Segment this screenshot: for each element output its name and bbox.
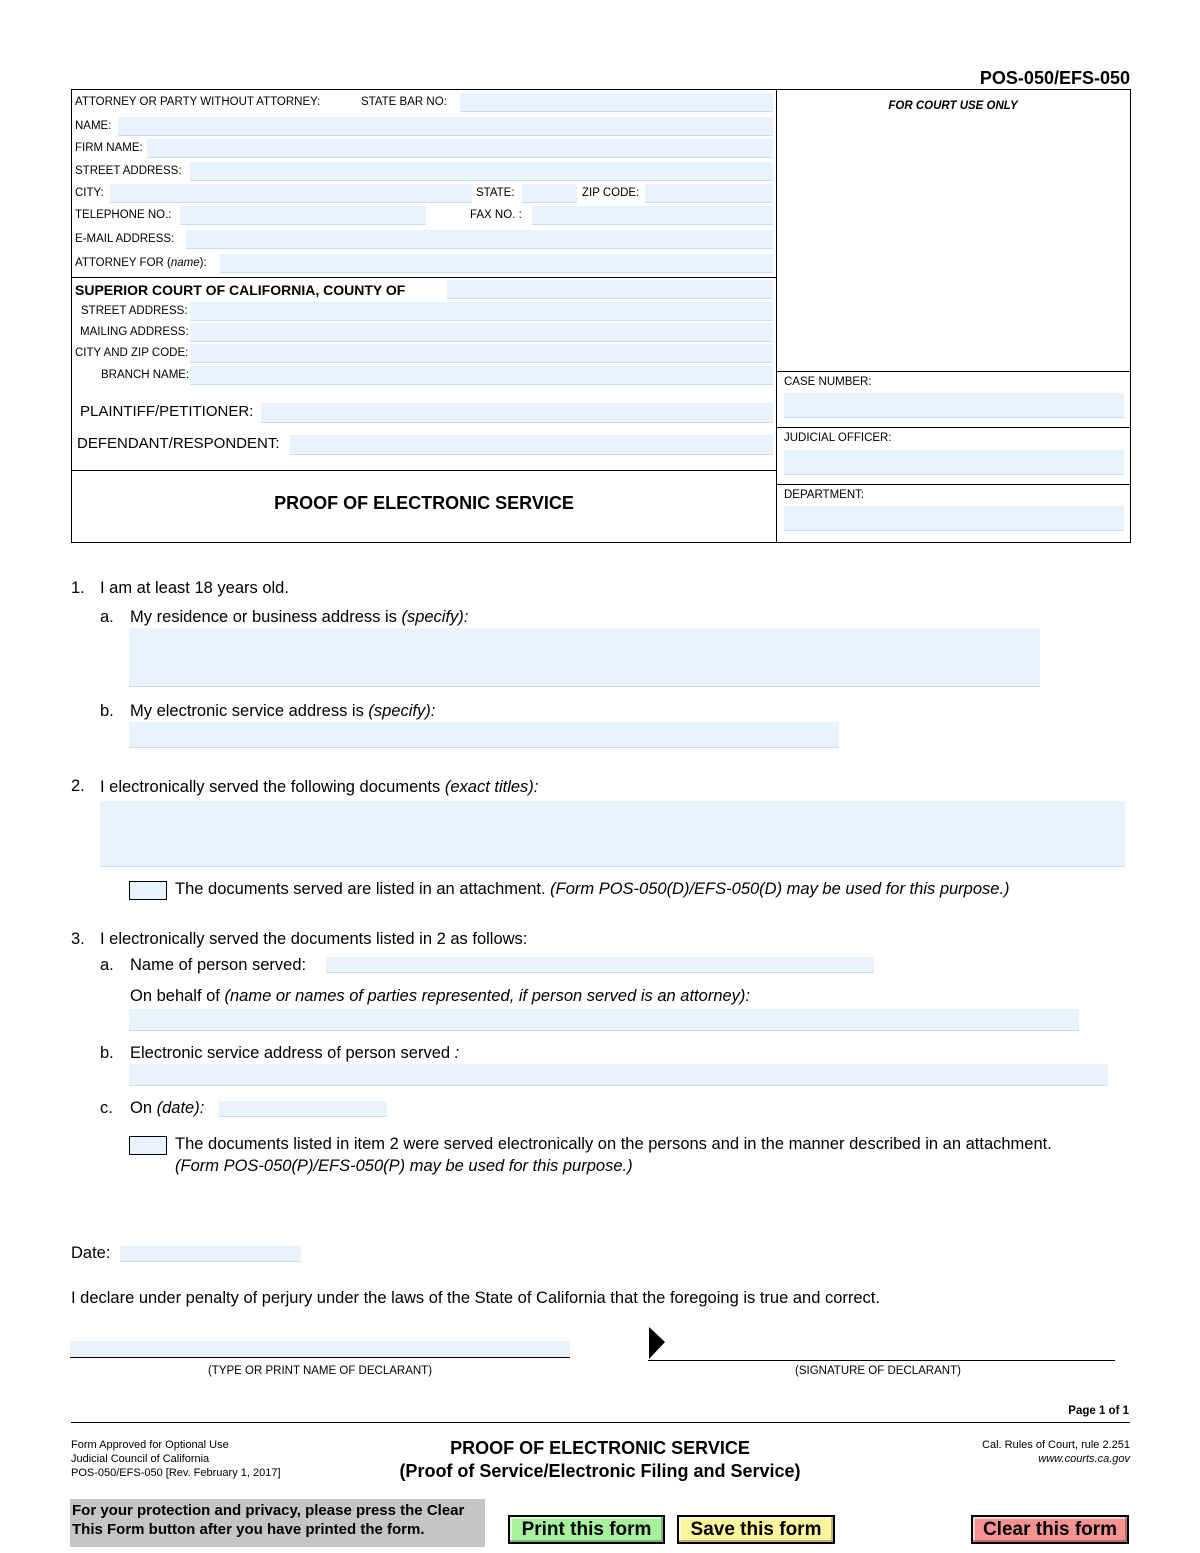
email-label: E-MAIL ADDRESS: [75, 233, 175, 245]
name-label: NAME: [75, 120, 112, 132]
served-attachment-checkbox[interactable] [129, 1136, 167, 1155]
electronic-address-field[interactable] [129, 722, 839, 748]
court-mailing-field[interactable] [190, 323, 773, 342]
court-street-field[interactable] [190, 302, 773, 321]
item1a-text: My residence or business address is (specify): [130, 608, 469, 626]
print-form-button[interactable]: Print this form [508, 1515, 665, 1544]
fax-label: FAX NO. : [470, 209, 522, 221]
court-heading: SUPERIOR COURT OF CALIFORNIA, COUNTY OF [75, 282, 406, 298]
plaintiff-label: PLAINTIFF/PETITIONER: [80, 403, 254, 420]
attachment-checkbox[interactable] [129, 881, 167, 900]
zip-label: ZIP CODE: [582, 187, 640, 199]
item1b-letter: b. [100, 702, 114, 720]
date-label: Date: [71, 1244, 111, 1262]
privacy-note: For your protection and privacy, please press the Clear This Form button after you have printed the form. [70, 1499, 485, 1547]
state-field[interactable] [522, 184, 577, 203]
item3a-text: Name of person served: [130, 956, 307, 974]
state-bar-field[interactable] [460, 93, 773, 112]
case-number-field[interactable] [784, 393, 1124, 418]
signature-line[interactable] [648, 1360, 1115, 1361]
attorney-label: ATTORNEY OR PARTY WITHOUT ATTORNEY: [75, 96, 321, 108]
street-label: STREET ADDRESS: [75, 165, 182, 177]
declarant-name-caption: (TYPE OR PRINT NAME OF DECLARANT) [207, 1365, 433, 1377]
footer-left [71, 1438, 281, 1480]
footer-left-2: Judicial Council of California [71, 1453, 210, 1465]
form-title: PROOF OF ELECTRONIC SERVICE [274, 493, 574, 513]
footer-right [982, 1438, 1130, 1466]
footer-center [300, 1437, 900, 1483]
item1b-text: My electronic service address is (specify): [130, 702, 436, 720]
footer-left-1: Form Approved for Optional Use [71, 1439, 229, 1451]
footer-left-3: POS-050/EFS-050 [Rev. February 1, 2017] [71, 1467, 281, 1479]
residence-address-field[interactable] [129, 628, 1040, 687]
defendant-label: DEFENDANT/RESPONDENT: [77, 435, 280, 452]
item3c-text: On (date): [130, 1099, 205, 1117]
item1-number: 1. [71, 579, 85, 597]
footer-rule [71, 1422, 1130, 1423]
item2-check-text: The documents served are listed in an attachment. (Form POS-050(D)/EFS-050(D) may be used for this purpose.) [175, 880, 1010, 898]
item3-text: I electronically served the documents listed in 2 as follows: [100, 930, 528, 948]
person-electronic-address-field[interactable] [129, 1064, 1108, 1086]
court-cityzip-field[interactable] [190, 344, 773, 363]
item3-check-italic: (Form POS-050(P)/EFS-050(P) may be used for this purpose.) [175, 1157, 633, 1175]
footer-website: www.courts.ca.gov [1038, 1453, 1130, 1465]
declarant-name-field[interactable] [70, 1341, 570, 1358]
save-form-button[interactable]: Save this form [677, 1515, 835, 1544]
name-field[interactable] [118, 117, 773, 136]
court-branch-label: BRANCH NAME: [101, 369, 190, 381]
item1-text: I am at least 18 years old. [100, 579, 289, 597]
item3b-text: Electronic service address of person served : [130, 1044, 460, 1062]
court-use-label: FOR COURT USE ONLY [888, 100, 1018, 112]
county-field[interactable] [447, 280, 773, 299]
department-label: DEPARTMENT: [784, 489, 865, 501]
plaintiff-field[interactable] [261, 403, 773, 423]
tel-field[interactable] [180, 206, 426, 225]
item3a-letter: a. [100, 956, 114, 974]
signature-arrow-icon [648, 1326, 668, 1360]
footer-title: PROOF OF ELECTRONIC SERVICE [450, 1438, 750, 1458]
email-field[interactable] [186, 230, 773, 249]
clear-form-button[interactable]: Clear this form [971, 1515, 1129, 1544]
person-served-field[interactable] [326, 957, 874, 973]
state-bar-label: STATE BAR NO: [361, 96, 447, 108]
city-label: CITY: [75, 187, 104, 199]
item3b-letter: b. [100, 1044, 114, 1062]
form-id: POS-050/EFS-050 [979, 68, 1130, 88]
page-number: Page 1 of 1 [1068, 1405, 1129, 1417]
caption-divider [776, 89, 777, 542]
fax-field[interactable] [532, 206, 773, 225]
declaration-statement: I declare under penalty of perjury under the laws of the State of California that the foregoing is true and correct. [71, 1289, 880, 1307]
judicial-officer-field[interactable] [784, 450, 1124, 475]
state-label: STATE: [476, 187, 515, 199]
item2-number: 2. [71, 777, 85, 795]
behalf-field[interactable] [129, 1009, 1079, 1031]
department-field[interactable] [784, 506, 1124, 531]
attorney-for-field[interactable] [220, 254, 773, 273]
item3a-behalf: On behalf of (name or names of parties represented, if person served is an attorney): [130, 987, 750, 1005]
documents-field[interactable] [100, 801, 1125, 867]
court-street-label: STREET ADDRESS: [81, 305, 188, 317]
firm-field[interactable] [147, 139, 773, 158]
item2-text: I electronically served the following documents (exact titles): [100, 778, 539, 796]
judicial-officer-label: JUDICIAL OFFICER: [784, 432, 892, 444]
item1a-letter: a. [100, 608, 114, 626]
item3-check-text: The documents listed in item 2 were served electronically on the persons and in the manner described in an attachment. [175, 1135, 1052, 1153]
street-field[interactable] [190, 162, 773, 181]
attorney-for-label: ATTORNEY FOR (name): [75, 257, 207, 269]
signature-caption: (SIGNATURE OF DECLARANT) [795, 1365, 961, 1377]
court-cityzip-label: CITY AND ZIP CODE: [75, 347, 189, 359]
defendant-field[interactable] [290, 435, 773, 455]
item3c-letter: c. [100, 1099, 113, 1117]
footer-rule-ref: Cal. Rules of Court, rule 2.251 [982, 1439, 1130, 1451]
city-field[interactable] [110, 184, 472, 203]
case-number-label: CASE NUMBER: [784, 376, 872, 388]
declaration-date-field[interactable] [120, 1246, 301, 1262]
court-branch-field[interactable] [190, 366, 773, 385]
zip-field[interactable] [645, 184, 773, 203]
item3-number: 3. [71, 930, 85, 948]
court-mailing-label: MAILING ADDRESS: [80, 326, 189, 338]
firm-label: FIRM NAME: [75, 142, 143, 154]
tel-label: TELEPHONE NO.: [75, 209, 172, 221]
service-date-field[interactable] [219, 1101, 387, 1117]
footer-subtitle: (Proof of Service/Electronic Filing and Service) [399, 1461, 801, 1481]
